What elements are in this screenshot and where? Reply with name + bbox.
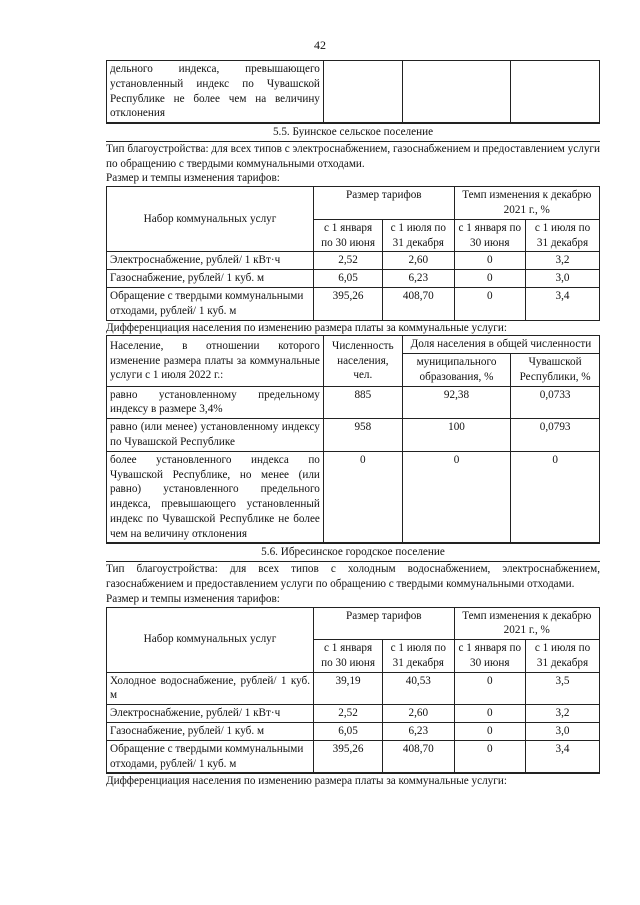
rate-h1: 0: [454, 287, 525, 320]
rate-h2: 3,5: [526, 672, 600, 705]
tariff-h2: 6,23: [383, 723, 454, 741]
table-row: [107, 252, 600, 270]
share-municipal: 92,38: [402, 386, 510, 419]
header-rate: Темп изменения к декабрю 2021 г., %: [454, 607, 599, 640]
sub-header: с 1 июля по 31 декабря: [526, 640, 600, 673]
rates-caption-ibresi: Размер и темпы изменения тарифов:: [106, 592, 280, 605]
population-count: 0: [323, 451, 402, 543]
rate-h1: 0: [454, 252, 525, 270]
tariff-h2: 6,23: [383, 270, 454, 288]
tariff-h1: 395,26: [314, 287, 383, 320]
service-name: Газоснабжение, рублей/ 1 куб. м: [107, 723, 314, 741]
rate-h2: 3,4: [526, 740, 600, 773]
diff-caption-buinsk: Дифференциация населения по изменению размера платы за коммунальные услуги:: [106, 321, 507, 334]
population-label: равно установленному предельному индексу в размере 3,4%: [107, 386, 324, 419]
sub-header: с 1 января по 30 июня: [454, 219, 525, 252]
rates-caption-buinsk: Размер и темпы изменения тарифов:: [106, 172, 280, 185]
continuation-row-label: дельного индекса, превышающего установленный индекс по Чувашской Республике не более чем на величину отклонения: [107, 61, 324, 123]
table-row: [107, 419, 600, 452]
tariff-h1: 6,05: [314, 270, 383, 288]
header-service: Набор коммунальных услуг: [107, 607, 314, 672]
header-service: Набор коммунальных услуг: [107, 187, 314, 252]
improvement-type-ibresi: Тип благоустройства: для всех типов с холодным водоснабжением, электроснабжением, газоснабжением и предоставлением услуги по обращению с твердыми коммунальными отходами.: [106, 563, 600, 590]
document-body: [106, 60, 600, 789]
table-row: [107, 723, 600, 741]
tariff-table-ibresi: [106, 607, 600, 774]
continuation-cell: [402, 61, 510, 123]
previous-table-continuation: [106, 60, 600, 123]
rate-h2: 3,2: [526, 705, 600, 723]
sub-header: с 1 января по 30 июня: [454, 640, 525, 673]
share-republic: 0: [511, 451, 600, 543]
tariff-h2: 2,60: [383, 705, 454, 723]
tariff-h1: 6,05: [314, 723, 383, 741]
header-count: Численность населения, чел.: [323, 336, 402, 386]
rate-h1: 0: [454, 672, 525, 705]
header-size: Размер тарифов: [314, 607, 455, 640]
sub-header: с 1 января по 30 июня: [314, 219, 383, 252]
share-republic: 0,0733: [511, 386, 600, 419]
improvement-type-buinsk: Тип благоустройства: для всех типов с электроснабжением, газоснабжением и предоставлением услуги по обращению с твердыми коммунальными отходами.: [106, 142, 600, 170]
header-republic: Чувашской Республики, %: [511, 354, 600, 387]
tariff-h1: 2,52: [314, 252, 383, 270]
service-name: Обращение с твердыми коммунальными отходами, рублей/ 1 куб. м: [107, 287, 314, 320]
sub-header: с 1 июля по 31 декабря: [383, 219, 454, 252]
tariff-h1: 395,26: [314, 740, 383, 773]
table-row: [107, 740, 600, 773]
table-row: [107, 705, 600, 723]
sub-header: с 1 июля по 31 декабря: [383, 640, 454, 673]
header-population: Население, в отношении которого изменение размера платы за коммунальные услуги с 1 июля 2022 г.:: [107, 336, 324, 386]
share-municipal: 0: [402, 451, 510, 543]
sub-header: с 1 января по 30 июня: [314, 640, 383, 673]
table-row: [107, 386, 600, 419]
rate-h2: 3,2: [526, 252, 600, 270]
tariff-h2: 408,70: [383, 740, 454, 773]
population-label: равно (или менее) установленному индексу по Чувашской Республике: [107, 419, 324, 452]
tariff-table-buinsk: [106, 186, 600, 320]
sub-header: с 1 июля по 31 декабря: [526, 219, 600, 252]
section-title-buinsk: 5.5. Буинское сельское поселение: [106, 123, 600, 142]
service-name: Холодное водоснабжение, рублей/ 1 куб. м: [107, 672, 314, 705]
share-republic: 0,0793: [511, 419, 600, 452]
rate-h1: 0: [454, 740, 525, 773]
tariff-h1: 39,19: [314, 672, 383, 705]
table-row: [107, 270, 600, 288]
table-row: [107, 451, 600, 543]
diff-caption-ibresi: Дифференциация населения по изменению размера платы за коммунальные услуги:: [106, 773, 600, 789]
service-name: Электроснабжение, рублей/ 1 кВт·ч: [107, 705, 314, 723]
table-row: [107, 672, 600, 705]
population-label: более установленного индекса по Чувашской Республике, но менее (или равно) установленного предельного индекса, превышающего установленный индекс по Чувашской Республике не более чем на величину отклонения: [107, 451, 324, 543]
tariff-h1: 2,52: [314, 705, 383, 723]
page-number: 42: [314, 38, 326, 52]
tariff-h2: 40,53: [383, 672, 454, 705]
rate-h2: 3,4: [526, 287, 600, 320]
continuation-cell: [511, 61, 600, 123]
section-title-ibresi: 5.6. Ибресинское городское поселение: [106, 543, 600, 562]
service-name: Электроснабжение, рублей/ 1 кВт·ч: [107, 252, 314, 270]
continuation-cell: [323, 61, 402, 123]
header-share: Доля населения в общей численности: [402, 336, 599, 354]
tariff-h2: 408,70: [383, 287, 454, 320]
rate-h2: 3,0: [526, 270, 600, 288]
tariff-h2: 2,60: [383, 252, 454, 270]
service-name: Обращение с твердыми коммунальными отходами, рублей/ 1 куб. м: [107, 740, 314, 773]
table-row: [107, 287, 600, 320]
header-size: Размер тарифов: [314, 187, 455, 220]
rate-h1: 0: [454, 705, 525, 723]
service-name: Газоснабжение, рублей/ 1 куб. м: [107, 270, 314, 288]
share-municipal: 100: [402, 419, 510, 452]
population-diff-table-buinsk: [106, 335, 600, 543]
population-count: 885: [323, 386, 402, 419]
population-count: 958: [323, 419, 402, 452]
rate-h2: 3,0: [526, 723, 600, 741]
header-rate: Темп изменения к декабрю 2021 г., %: [454, 187, 599, 220]
rate-h1: 0: [454, 270, 525, 288]
rate-h1: 0: [454, 723, 525, 741]
header-municipal: муниципального образования, %: [402, 354, 510, 387]
